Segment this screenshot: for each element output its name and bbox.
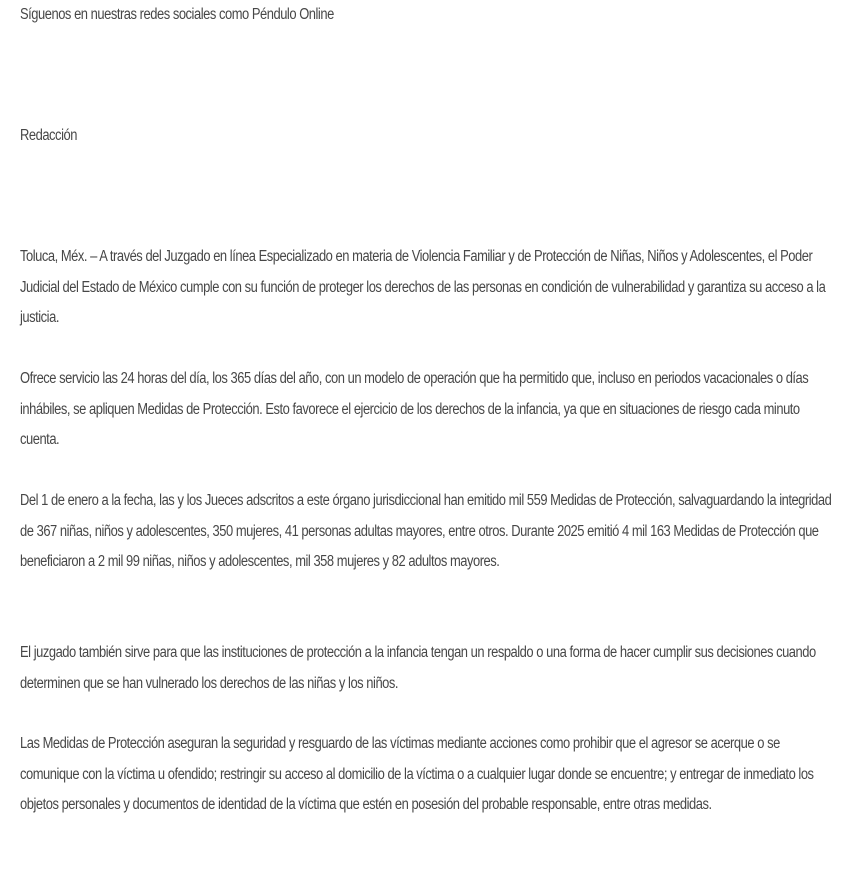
social-follow-line: Síguenos en nuestras redes sociales como Péndulo Online [20,6,334,23]
article-paragraph-4: El juzgado también sirve para que las instituciones de protección a la infancia tengan un respaldo o una forma de hacer cumplir sus decisiones cuando determinen que se han vulnerado los derechos de las niñas y los niños. [20,644,816,692]
article-paragraph-5: Las Medidas de Protección aseguran la seguridad y resguardo de las víctimas mediante acciones como prohibir que el agresor se acerque o se comunique con la víctima u ofendido; restringir su acceso al domicilio de la víctima o a cualquier lugar donde se encuentre; y entregar de inmediato los objetos personales y documentos de identidad de la víctima que estén en posesión del probable responsable, entre otras medidas. [20,735,814,814]
article-paragraph-2: Ofrece servicio las 24 horas del día, los 365 días del año, con un modelo de operación que ha permitido que, incluso en periodos vacacionales o días inhábiles, se apliquen Medidas de Protección. Esto favorece el ejercicio de los derechos de la infancia, ya que en situaciones de riesgo cada minuto cuenta. [20,370,809,449]
article-paragraph-1: Toluca, Méx. – A través del Juzgado en línea Especializado en materia de Violencia Familiar y de Protección de Niñas, Niños y Adolescentes, el Poder Judicial del Estado de México cumple con su función de proteger los derechos de las personas en condición de vulnerabilidad y garantiza su acceso a la justicia. [20,248,826,327]
article-byline: Redacción [20,127,77,144]
article-paragraph-3: Del 1 de enero a la fecha, las y los Jueces adscritos a este órgano jurisdiccional han emitido mil 559 Medidas de Protección, salvaguardando la integridad de 367 niñas, niños y adolescentes, 350 mujeres, 41 personas adultas mayores, entre otros. Durante 2025 emitió 4 mil 163 Medidas de Protección que beneficiaron a 2 mil 99 niñas, niños y adolescentes, mil 358 mujeres y 82 adultos mayores. [20,492,832,571]
